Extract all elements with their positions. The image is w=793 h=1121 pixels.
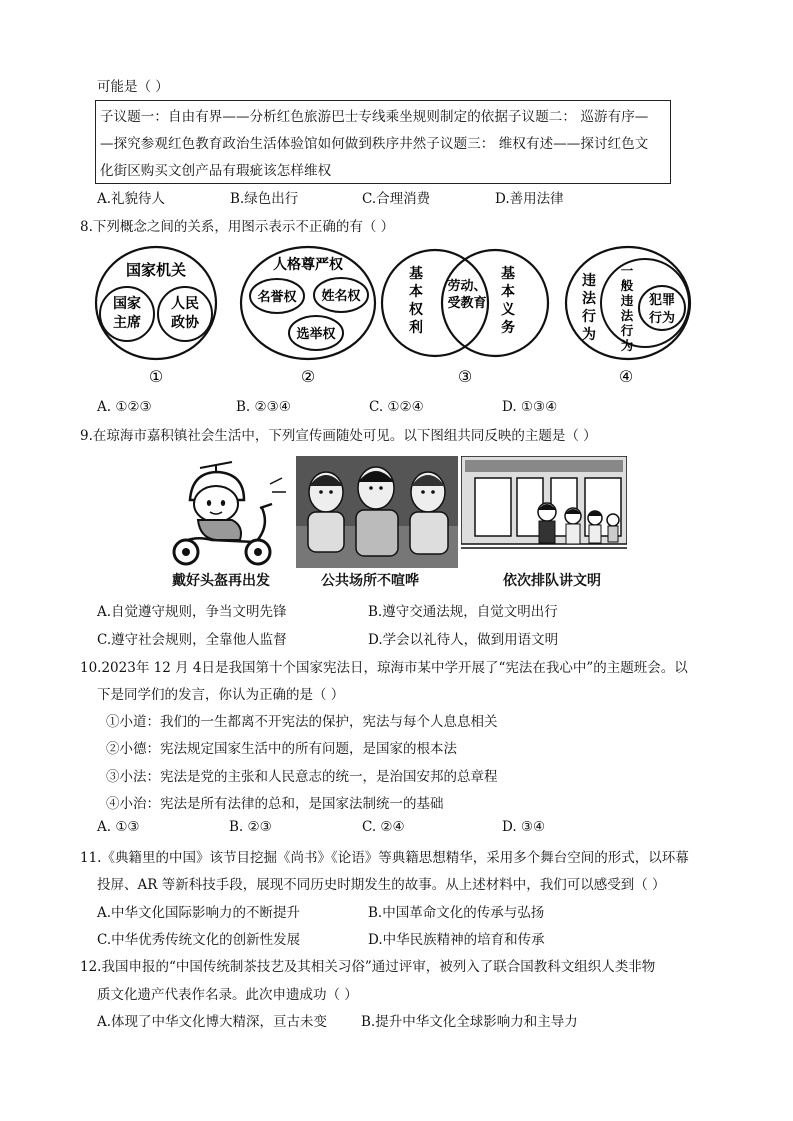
d4-mid-char: 违	[620, 293, 634, 308]
d4-mid-char: 为	[620, 338, 634, 353]
d3-left-char: 权	[409, 302, 423, 318]
d3-right-char: 义	[501, 302, 515, 318]
q8-venn-diagrams	[80, 245, 700, 390]
diagram-4	[566, 247, 690, 386]
q8-stem: 8.下列概念之间的关系，用图示表示不正确的有（ ）	[80, 219, 395, 235]
q9-option-d: D.学会以礼待人，做到用语文明	[368, 632, 559, 648]
d1-right-label: 政协	[171, 315, 199, 331]
q8-option-d: D. ①③④	[502, 399, 558, 415]
d2-label-b: 姓名权	[321, 289, 361, 304]
quiet-public-place-illustration	[296, 456, 458, 568]
d4-mid-char: 行	[620, 323, 634, 338]
caption-queue: 依次排队讲文明	[503, 573, 601, 589]
q9-option-a: A.自觉遵守规则，争当文明先锋	[97, 604, 287, 620]
q7-box-line: 化街区购买文创产品有瑕疵该怎样维权	[100, 163, 332, 179]
q7-material-box	[95, 100, 671, 184]
diagram-2	[241, 247, 375, 386]
d3-mid-label: 劳动、	[447, 279, 487, 294]
caption-helmet: 戴好头盔再出发	[172, 573, 270, 589]
d4-number: ④	[618, 367, 634, 386]
queue-orderly-illustration	[461, 456, 627, 568]
d4-outer-char: 行	[582, 309, 596, 325]
q7-option-d: D.善用法律	[495, 191, 564, 207]
q11-stem: 11.《典籍里的中国》该节目挖掘《尚书》《论语》等典籍思想精华，采用多个舞台空间的形式，以环幕	[80, 850, 689, 866]
d2-label-a: 名誉权	[257, 290, 297, 305]
q11-option-d: D.中华民族精神的培育和传承	[368, 932, 545, 948]
middle-circle	[601, 259, 689, 347]
d1-number: ①	[148, 367, 164, 386]
d1-left-label: 主席	[113, 315, 141, 331]
q7-intro: 可能是（ ）	[97, 79, 169, 95]
q10-option-b: B. ②③	[229, 819, 272, 835]
q10-option-d: D. ③④	[502, 819, 546, 835]
d1-left-label: 国家	[113, 296, 141, 312]
d4-outer-char: 法	[582, 291, 596, 307]
caption-quiet: 公共场所不喧哗	[321, 573, 419, 589]
q11-stem-cont: 投屏、AR 等新科技手段，展现不同历史时期发生的故事。从上述材料中，我们可以感受到（ ）	[97, 877, 666, 893]
d1-right-label: 人民	[171, 296, 199, 312]
d4-mid-char: 一	[620, 263, 634, 278]
d4-inner-label: 行为	[648, 311, 676, 326]
d3-left-char: 利	[409, 320, 423, 336]
d3-right-char: 本	[501, 284, 515, 300]
q11-option-b: B.中国革命文化的传承与弘扬	[368, 905, 545, 921]
q9-option-b: B.遵守交通法规，自觉文明出行	[368, 604, 558, 620]
d3-left-char: 基	[409, 266, 423, 282]
q12-stem-cont: 质文化遗产代表作名录。此次申遗成功（ ）	[97, 987, 358, 1003]
d1-outer-label: 国家机关	[125, 261, 187, 279]
d2-number: ②	[300, 367, 316, 386]
d4-outer-char: 为	[582, 327, 596, 343]
d3-mid-label: 受教育	[447, 296, 487, 311]
q10-item-1: ①小道：我们的一生都离不开宪法的保护，宪法与每个人息息相关	[106, 714, 498, 730]
q8-option-c: C. ①②④	[369, 399, 424, 415]
q9-stem: 9.在琼海市嘉积镇社会生活中，下列宣传画随处可见。以下图组共同反映的主题是（ ）	[80, 428, 597, 444]
d2-outer-label: 人格尊严权	[273, 257, 343, 273]
q10-stem-cont: 下是同学们的发言，你认为正确的是（ ）	[97, 687, 345, 703]
d4-mid-char: 般	[620, 278, 634, 293]
q11-option-c: C.中华优秀传统文化的创新性发展	[97, 932, 301, 948]
q10-item-3: ③小法：宪法是党的主张和人民意志的统一，是治国安邦的总章程	[106, 769, 498, 785]
d4-mid-char: 法	[620, 308, 634, 323]
helmet-scooter-illustration	[160, 456, 292, 568]
q10-item-2: ②小德：宪法规定国家生活中的所有问题，是国家的根本法	[106, 741, 457, 757]
q7-option-c: C.合理消费	[362, 191, 431, 207]
q12-option-a: A.体现了中华文化博大精深，亘古未变	[97, 1014, 328, 1030]
q8-option-a: A. ①②③	[97, 399, 152, 415]
d3-right-char: 基	[501, 266, 515, 282]
d3-number: ③	[457, 367, 473, 386]
q10-stem: 10.2023年 12 月 4日是我国第十个国家宪法日，琼海市某中学开展了“宪法在我心中”的主题班会。以	[80, 660, 688, 676]
d3-right-char: 务	[501, 320, 515, 336]
q7-option-a: A.礼貌待人	[97, 191, 166, 207]
q12-stem: 12.我国申报的“中国传统制茶技艺及其相关习俗”通过评审，被列入了联合国教科文组织人类非物	[80, 959, 656, 975]
diagram-3	[382, 250, 548, 386]
diagram-1	[96, 247, 216, 386]
q7-box-line: 子议题一：自由有界——分析红色旅游巴士专线乘坐规则制定的依据子议题二： 巡游有序—	[100, 109, 649, 125]
q10-item-4: ④小治：宪法是所有法律的总和，是国家法制统一的基础	[106, 796, 444, 812]
q8-option-b: B. ②③④	[236, 399, 291, 415]
q10-option-a: A. ①③	[97, 819, 140, 835]
q10-option-c: C. ②④	[362, 819, 405, 835]
d4-inner-label: 犯罪	[648, 293, 676, 308]
q7-option-b: B.绿色出行	[230, 191, 299, 207]
d3-left-char: 本	[409, 284, 423, 300]
d4-outer-char: 违	[582, 273, 596, 289]
q9-option-c: C.遵守社会规则，全靠他人监督	[97, 632, 287, 648]
q12-option-b: B.提升中华文化全球影响力和主导力	[361, 1014, 578, 1030]
q11-option-a: A.中华文化国际影响力的不断提升	[97, 905, 301, 921]
d2-label-c: 选举权	[296, 327, 336, 342]
q7-box-line: —探究参观红色教育政治生活体验馆如何做到秩序井然子议题三： 维权有述——探讨红色文	[100, 136, 649, 152]
